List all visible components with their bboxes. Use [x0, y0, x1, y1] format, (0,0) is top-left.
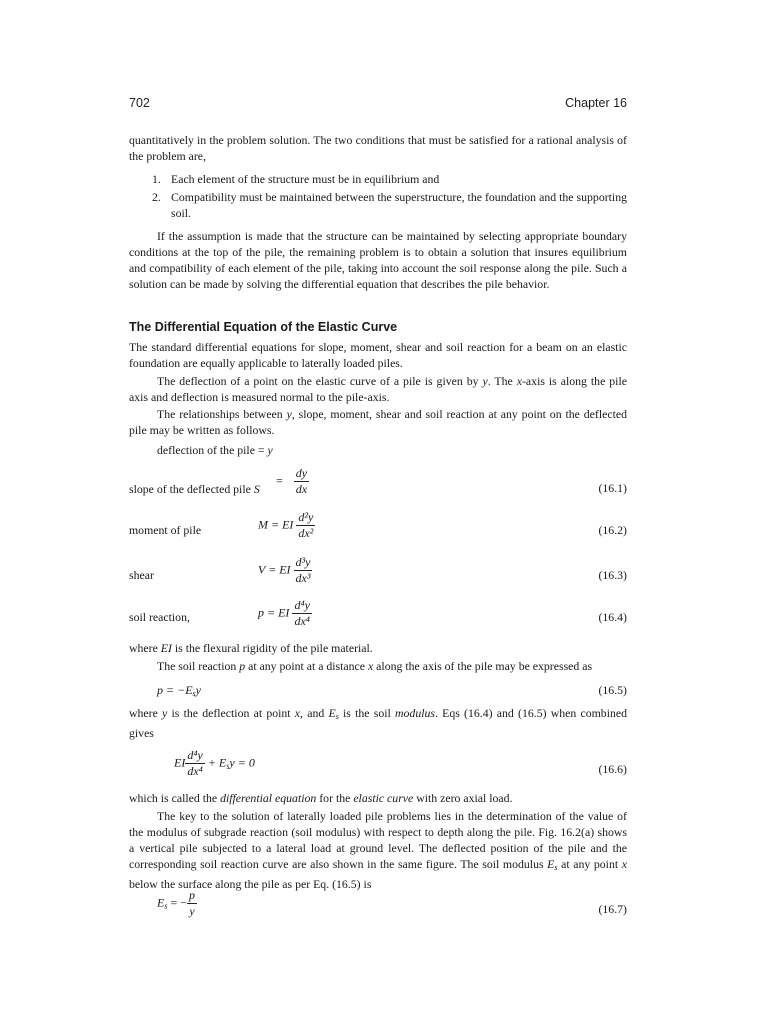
- page-number: 702: [129, 96, 150, 110]
- eq-16-1-label: slope of the deflected pile S: [129, 482, 260, 496]
- eq-16-3: V = EI $\frac{\text{d³y}}{\text{dx³}}$: [258, 555, 311, 585]
- eq-16-2: M = EI $\frac{\text{d²y}}{\text{dx²}}$: [258, 510, 314, 540]
- relationships-paragraph: The relationships between y, slope, moment, shear and soil reaction at any point on the deflected pile may be written as follows.: [129, 407, 627, 437]
- eq-16-6: EI $\frac{\text{d⁴y}}{\text{dx⁴}}$ + $E_sy = 0$: [174, 748, 255, 778]
- eq-16-5: $p = -E_sy$: [157, 683, 201, 698]
- list-text: Each element of the structure must be in equilibrium and: [171, 172, 440, 186]
- flexural-rigidity-paragraph: where EI is the flexural rigidity of the pile material.: [129, 641, 373, 655]
- eq-number: (16.1): [598, 481, 627, 495]
- eq-16-1: = $\frac{dy}{dx}$: [276, 466, 308, 496]
- eq-number: (16.3): [598, 568, 627, 582]
- deflection-line: deflection of the pile = y: [157, 443, 273, 457]
- list-item: [152, 171, 627, 187]
- eq-number: (16.4): [598, 610, 627, 624]
- eq-16-4-label: soil reaction,: [129, 610, 190, 624]
- eq-16-2-label: moment of pile: [129, 523, 202, 537]
- list-text: Compatibility must be maintained between the superstructure, the foundation and the supporting soil.: [171, 190, 627, 220]
- fraction: $\frac{\text{d³y}}{\text{dx³}}$: [295, 555, 311, 585]
- fraction: $\frac{p}{y}$: [189, 888, 196, 918]
- soil-modulus-paragraph: where y is the deflection at point x, and $E_s$ is the soil modulus. Eqs (16.4) and (16.5) when combined gives: [129, 706, 628, 740]
- eq-number: (16.7): [598, 902, 627, 916]
- list-number: 1.: [152, 172, 161, 186]
- intro-paragraph: quantitatively in the problem solution. The two conditions that must be satisfied for a rational analysis of the problem are,: [129, 133, 627, 163]
- key-solution-paragraph: The key to the solution of laterally loaded pile problems lies in the determination of the value of the modulus of subgrade reaction (soil modulus) with respect to depth along the pile. Fig. 16.2(a) shows a vertical pile subjected to a lateral load at ground level. The deflected position of the pile and the corresponding soil reaction curve are also shown in the same figure. The soil modulus $E_s$ at any point x below the surface along the pile as per Eq. (16.5) is: [129, 809, 627, 891]
- standard-paragraph: The standard differential equations for slope, moment, shear and soil reaction for a beam on an elastic foundation are equally applicable to laterally loaded piles.: [129, 340, 627, 370]
- fraction: $\frac{dy}{dx}$: [295, 466, 308, 496]
- section-heading: The Differential Equation of the Elastic Curve: [129, 320, 398, 334]
- assumption-paragraph: If the assumption is made that the structure can be maintained by selecting appropriate boundary conditions at the top of the pile, the remaining problem is to obtain a solution that insures equilibrium and compatibility of each element of the pile, taking into account the soil response along the pile. Such a solution can be made by solving the differential equation that describes the pile behavior.: [129, 229, 627, 291]
- eq-16-7: $E_s$ = − $\frac{p}{y}$: [157, 888, 196, 918]
- deflection-paragraph: The deflection of a point on the elastic curve of a pile is given by y. The x-axis is along the pile axis and deflection is measured normal to the pile-axis.: [129, 374, 627, 404]
- chapter-title: Chapter 16: [565, 96, 627, 110]
- eq-16-4: p = EI $\frac{\text{d⁴y}}{\text{dx⁴}}$: [258, 598, 310, 628]
- eq-number: (16.5): [598, 683, 627, 697]
- fraction: $\frac{\text{d⁴y}}{\text{dx⁴}}$: [187, 748, 203, 778]
- fraction: $\frac{\text{d⁴y}}{\text{dx⁴}}$: [294, 598, 310, 628]
- list-item: [152, 189, 627, 221]
- eq-number: (16.2): [598, 523, 627, 537]
- differential-equation-paragraph: which is called the differential equation for the elastic curve with zero axial load.: [129, 791, 513, 805]
- list-number: 2.: [152, 190, 161, 204]
- soil-reaction-paragraph: The soil reaction p at any point at a distance x along the axis of the pile may be expressed as: [157, 659, 593, 673]
- fraction: $\frac{\text{d²y}}{\text{dx²}}$: [298, 510, 314, 540]
- eq-16-3-label: shear: [129, 568, 154, 582]
- eq-number: (16.6): [598, 762, 627, 776]
